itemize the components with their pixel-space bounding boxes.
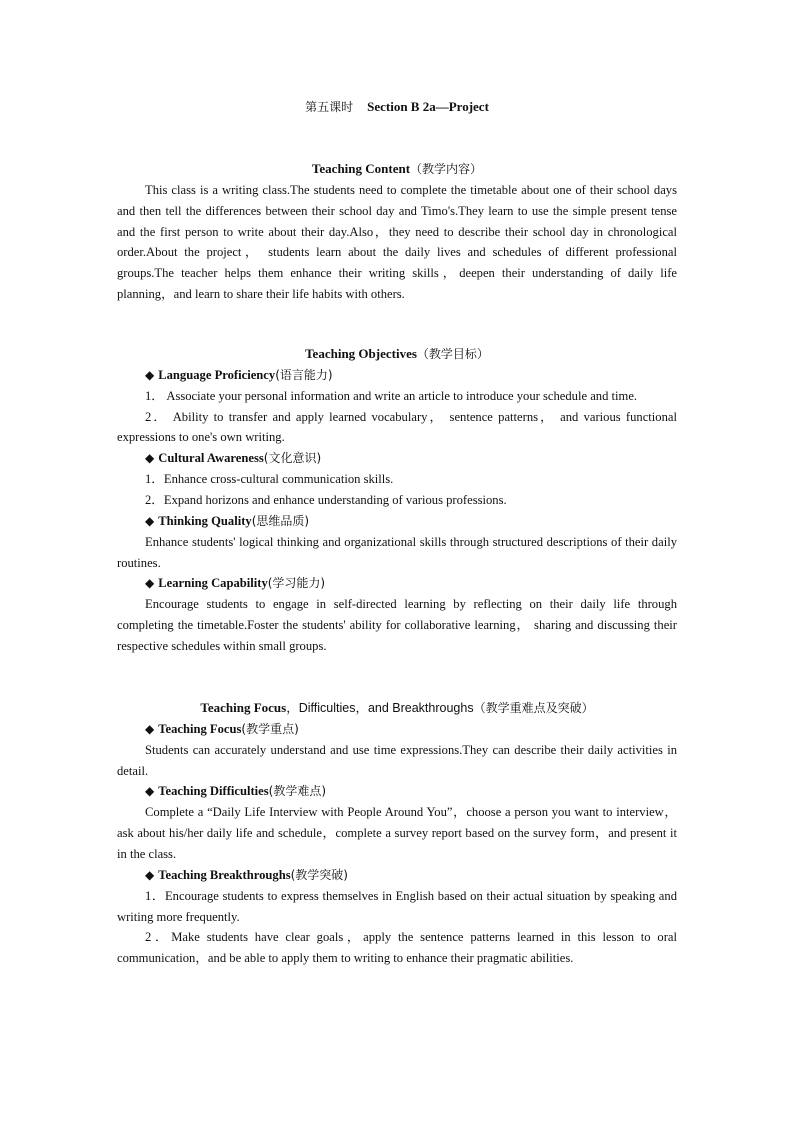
teaching-focus-text: Students can accurately understand and use time expressions.They can describe their daily activities in detail. (117, 742, 677, 778)
document-page (117, 96, 677, 969)
teaching-difficulties-text: Complete a “Daily Life Interview with People Around You”，choose a person you want to interview，ask about his/her daily life and schedule，complete a survey report based on the survey form，and present it in the class. (117, 805, 677, 861)
diamond-icon: ◆ (145, 367, 155, 382)
diamond-icon: ◆ (145, 513, 155, 528)
thinking-quality-text: Enhance students' logical thinking and organizational skills through structured descriptions of their daily routines. (117, 534, 677, 570)
breakthroughs-item-2: 2．Make students have clear goals，apply the sentence patterns learned in this lesson to oral communication，and be able to apply them to writing to enhance their pragmatic abilities. (117, 930, 677, 966)
teaching-difficulties-label: ◆ Teaching Difficulties(教学难点) (145, 784, 327, 799)
language-item-1: 1． Associate your personal information and write an article to introduce your schedule and time. (145, 388, 638, 403)
focus-heading: Teaching Focus，Difficulties，and Breakthroughs（教学重难点及突破） (200, 699, 594, 715)
learning-capability-label: ◆ Learning Capability(学习能力) (145, 576, 326, 591)
cultural-item-1: 1．Enhance cross-cultural communication skills. (145, 472, 394, 487)
cultural-item-2: 2．Expand horizons and enhance understanding of various professions. (145, 492, 507, 507)
language-item-2: 2． Ability to transfer and apply learned vocabulary， sentence patterns， and various functional expressions to one's own writing. (117, 409, 677, 445)
teaching-breakthroughs-label: ◆ Teaching Breakthroughs(教学突破) (145, 867, 348, 882)
teaching-content-paragraph: This class is a writing class.The students need to complete the timetable about one of their school days and then tell the differences between their school day and Timo's.They learn to use the simple present tense and the first person to write about their day.Also，they need to describe their school day in chronological order.About the project， students learn about the daily lives and schedules of different professional groups.The teacher helps them enhance their writing skills，deepen their understanding of daily life planning，and learn to share their life habits with others. (117, 183, 677, 301)
teaching-objectives-heading: Teaching Objectives（教学目标） (305, 345, 489, 361)
lesson-number: 第五课时 (305, 100, 354, 114)
diamond-icon: ◆ (145, 784, 155, 799)
diamond-icon: ◆ (145, 576, 155, 591)
lesson-section-title: Section B 2a—Project (367, 99, 489, 114)
lesson-title (117, 96, 677, 118)
learning-capability-text: Encourage students to engage in self-directed learning by reflecting on their daily life through completing the timetable.Foster the students' ability for collaborative learning， sharing and discussing their respective schedules within small groups. (117, 597, 677, 653)
diamond-icon: ◆ (145, 867, 155, 882)
breakthroughs-item-1: 1．Encourage students to express themselves in English based on their actual situation by speaking and writing more frequently. (117, 888, 677, 924)
diamond-icon: ◆ (145, 721, 155, 736)
cultural-awareness-label: ◆ Cultural Awareness(文化意识) (145, 451, 322, 466)
language-proficiency-label: ◆ Language Proficiency(语言能力) (145, 367, 333, 382)
teaching-content-heading: Teaching Content（教学内容） (311, 161, 483, 176)
teaching-focus-label: ◆ Teaching Focus(教学重点) (145, 721, 299, 736)
thinking-quality-label: ◆ Thinking Quality(思维品质) (145, 513, 310, 528)
diamond-icon: ◆ (145, 451, 155, 466)
